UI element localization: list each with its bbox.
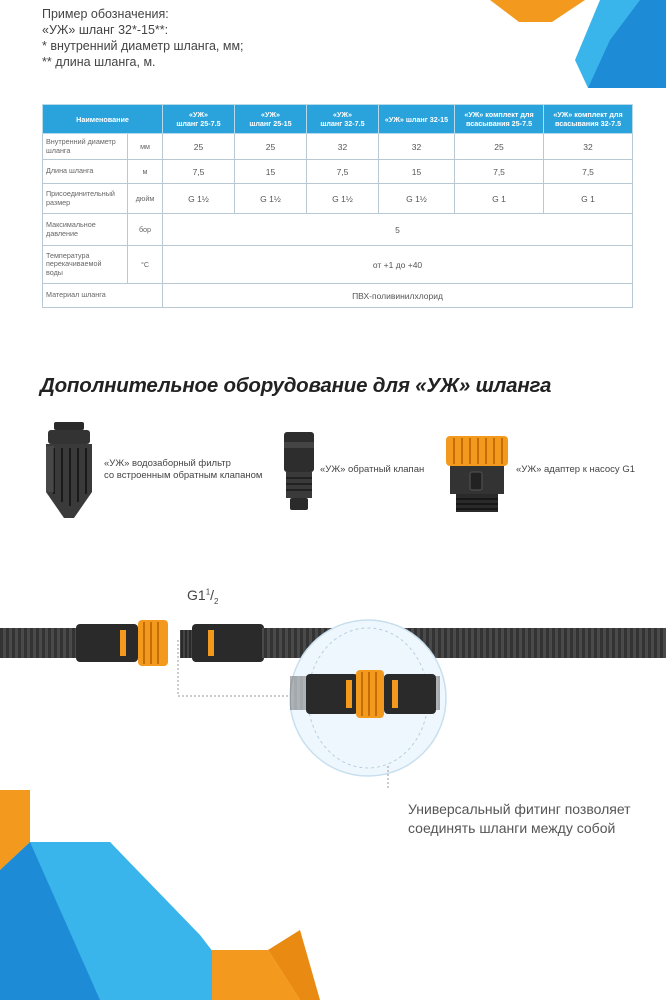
- table-row: [43, 160, 633, 184]
- table-cell: 7,5: [455, 160, 544, 184]
- table-cell: G 1½: [379, 184, 455, 214]
- row-unit: м: [128, 160, 163, 184]
- table-cell: G 1: [455, 184, 544, 214]
- table-cell: 32: [544, 134, 633, 160]
- spec-table: [42, 104, 633, 308]
- table-cell: 15: [235, 160, 307, 184]
- table-cell: 25: [235, 134, 307, 160]
- table-cell: 7,5: [163, 160, 235, 184]
- table-cell-merged: от +1 до +40: [163, 246, 633, 284]
- table-cell: 32: [379, 134, 455, 160]
- row-unit: дюйм: [128, 184, 163, 214]
- designation-legend: [42, 6, 244, 70]
- hose-left: [0, 628, 78, 658]
- orange-shape-top: [490, 0, 585, 22]
- header-col-2: «УЖ» шланг 25-15: [235, 105, 307, 134]
- header-col-4: «УЖ» шланг 32-15: [379, 105, 455, 134]
- table-cell: G 1: [544, 184, 633, 214]
- row-name: Максимальное давление: [43, 214, 128, 246]
- row-unit: °C: [128, 246, 163, 284]
- table-cell: 15: [379, 160, 455, 184]
- legend-line-2: «УЖ» шланг 32*-15**:: [42, 23, 169, 37]
- row-name: Длина шланга: [43, 160, 128, 184]
- orange-nut: [138, 620, 168, 666]
- header-name-cell: Наименование: [43, 105, 163, 134]
- row-name: Температура перекачиваемой воды: [43, 246, 128, 284]
- header-col-1: «УЖ» шланг 25-7.5: [163, 105, 235, 134]
- filter-caption: «УЖ» водозаборный фильтр со встроенным обратным клапаном: [104, 458, 263, 481]
- table-cell: 32: [307, 134, 379, 160]
- table-cell: 7,5: [544, 160, 633, 184]
- header-col-3: «УЖ» шланг 32-7.5: [307, 105, 379, 134]
- pump-adapter-icon: [444, 436, 510, 514]
- pump-adapter-caption: «УЖ» адаптер к насосу G1: [516, 464, 635, 475]
- table-cell: 25: [163, 134, 235, 160]
- check-valve-icon: [280, 432, 318, 512]
- section-headline: Дополнительное оборудование для «УЖ» шланга: [40, 374, 552, 397]
- legend-line-3: * внутренний диаметр шланга, мм;: [42, 39, 244, 53]
- table-cell: 25: [455, 134, 544, 160]
- legend-line-1: Пример обозначения:: [42, 7, 169, 21]
- row-name: Материал шланга: [43, 284, 163, 308]
- row-name: Присоединительный размер: [43, 184, 128, 214]
- row-unit: бор: [128, 214, 163, 246]
- hose-fitting-illustration: [0, 590, 666, 790]
- table-cell: 7,5: [307, 160, 379, 184]
- filter-icon: [40, 422, 98, 522]
- row-name: Внутренний диаметр шланга: [43, 134, 128, 160]
- table-header-row: [43, 105, 633, 134]
- legend-line-4: ** длина шланга, м.: [42, 55, 156, 69]
- table-row: [43, 284, 633, 308]
- header-col-5: «УЖ» комплект для всасывания 25-7.5: [455, 105, 544, 134]
- table-row: [43, 246, 633, 284]
- table-cell: G 1½: [163, 184, 235, 214]
- table-row: [43, 214, 633, 246]
- fitting-caption: Универсальный фитинг позволяет соединять шланги между собой: [408, 801, 631, 836]
- table-cell-merged: ПВХ-поливинилхлорид: [163, 284, 633, 308]
- table-row: [43, 134, 633, 160]
- table-cell-merged: 5: [163, 214, 633, 246]
- table-cell: G 1½: [307, 184, 379, 214]
- header-col-6: «УЖ» комплект для всасывания 32-7.5: [544, 105, 633, 134]
- check-valve-caption: «УЖ» обратный клапан: [320, 464, 425, 475]
- fitting-size-label: $G1^1/_2$: [187, 587, 219, 606]
- row-unit: мм: [128, 134, 163, 160]
- table-cell: G 1½: [235, 184, 307, 214]
- table-row: [43, 184, 633, 214]
